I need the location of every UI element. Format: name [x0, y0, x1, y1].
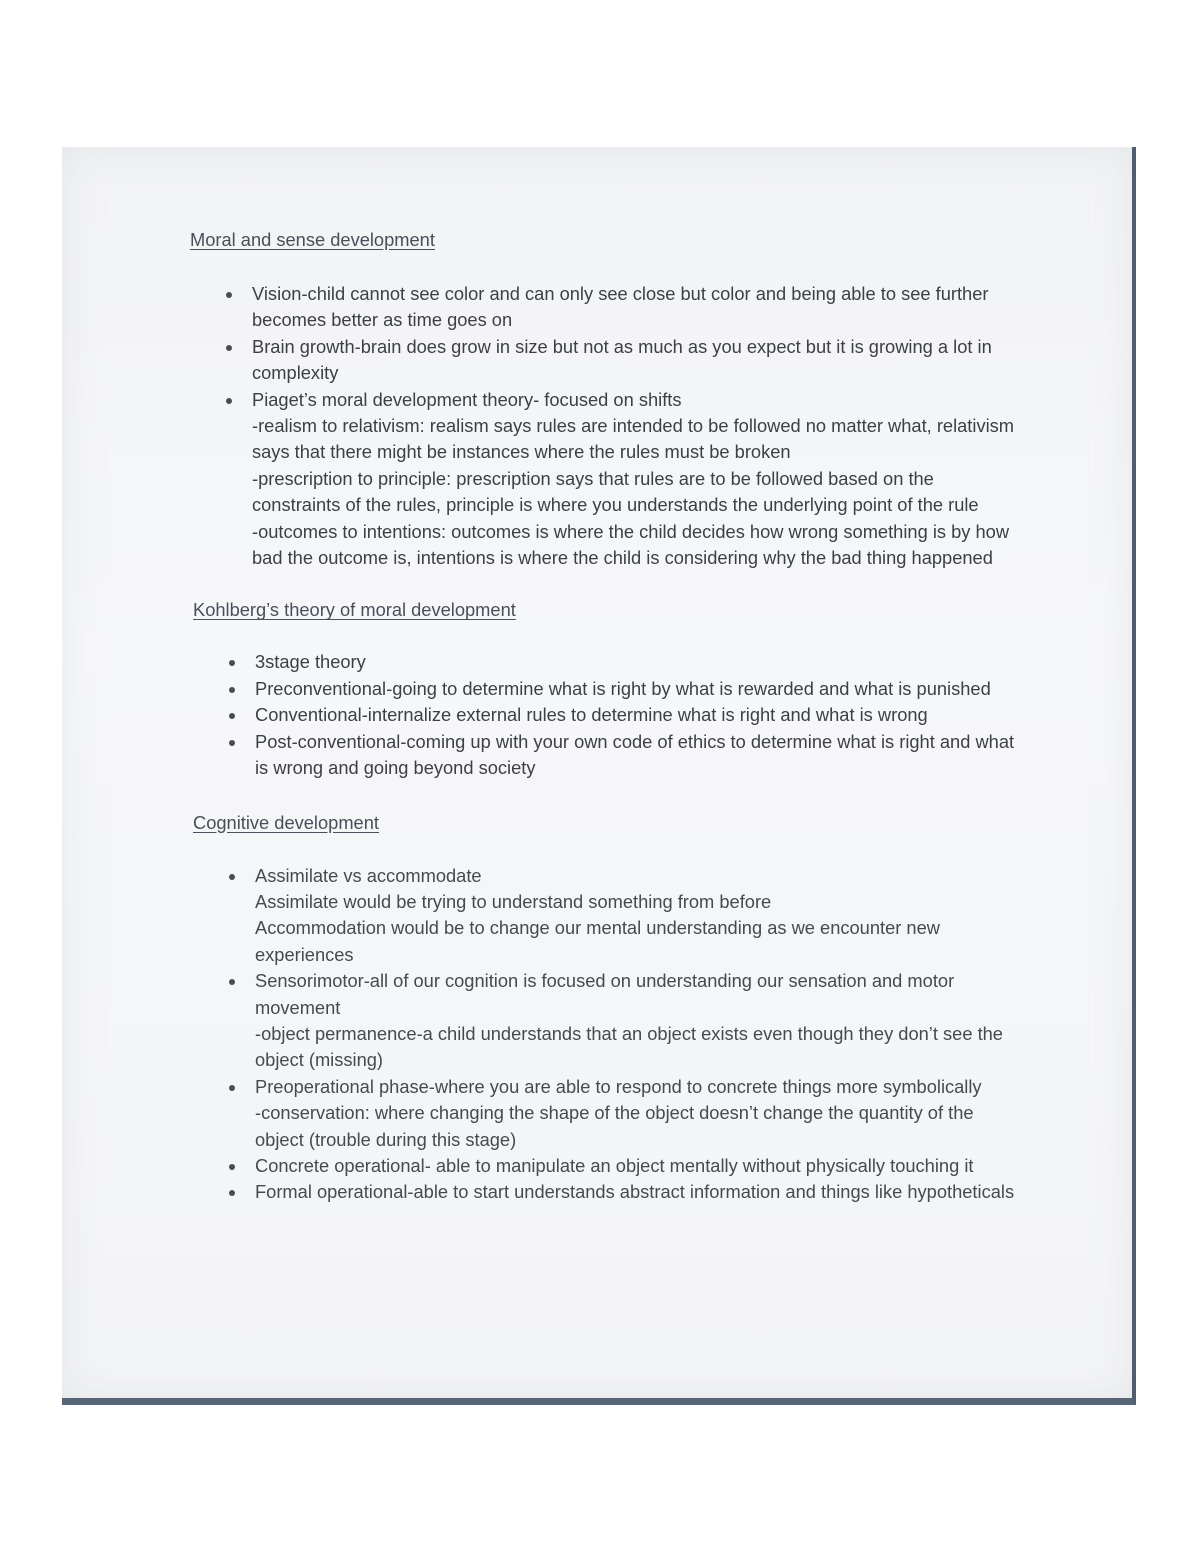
- bullet-icon: [229, 713, 235, 719]
- bullet-icon: [226, 292, 232, 298]
- bullet-icon: [229, 1085, 235, 1091]
- list-item-text: Assimilate vs accommodate: [255, 864, 482, 886]
- list-item-text: Piaget’s moral development theory- focused on shifts: [252, 388, 682, 410]
- moral-sense-list: [190, 281, 1020, 571]
- list-item: [193, 1153, 1020, 1179]
- list-item: [193, 1179, 1020, 1205]
- list-item-text: Conventional-internalize external rules to determine what is right and what is wrong: [255, 704, 928, 726]
- bullet-icon: [229, 1190, 235, 1196]
- bullet-icon: [226, 398, 232, 404]
- list-item: [193, 729, 1020, 782]
- list-item-text: Preoperational phase-where you are able to respond to concrete things more symbolically: [255, 1075, 982, 1097]
- section-heading-moral-sense: Moral and sense development: [190, 229, 435, 250]
- list-item-subtext: -realism to relativism: realism says rules are intended to be followed no matter what, relativism says that there might be instances where the rules must be broken: [252, 415, 1015, 463]
- list-item: [193, 863, 1020, 969]
- section-heading-cognitive: Cognitive development: [193, 811, 379, 833]
- bullet-icon: [229, 1164, 235, 1170]
- list-item: [193, 702, 1020, 728]
- kohlberg-list: [193, 649, 1020, 781]
- bullet-icon: [226, 345, 232, 351]
- document-body: [190, 227, 1020, 1206]
- list-item: [193, 649, 1020, 675]
- list-item-text: Post-conventional-coming up with your own code of ethics to determine what is right and what is wrong and going beyond society: [255, 730, 1015, 779]
- list-item-subtext: -prescription to principle: prescription says that rules are to be followed based on the constraints of the rules, principle is where you understands the underlying point of the rule: [252, 467, 979, 516]
- bullet-icon: [229, 660, 235, 666]
- list-item-subtext: Assimilate would be trying to understand something from before: [255, 890, 772, 912]
- list-item-text: Vision-child cannot see color and can only see close but color and being able to see further becomes better as time goes on: [252, 283, 989, 331]
- list-item-text: Sensorimotor-all of our cognition is focused on understanding our sensation and motor movement: [255, 970, 955, 1018]
- list-item-text: Formal operational-able to start understands abstract information and things like hypotheticals: [255, 1181, 1015, 1203]
- bullet-icon: [229, 740, 235, 746]
- list-item-text: Preconventional-going to determine what is right by what is rewarded and what is punished: [255, 677, 991, 699]
- list-item-subtext: Accommodation would be to change our mental understanding as we encounter new experiences: [255, 917, 940, 965]
- list-item-text: Brain growth-brain does grow in size but not as much as you expect but it is growing a lot in complexity: [252, 335, 992, 384]
- list-item-text: Concrete operational- able to manipulate an object mentally without physically touching it: [255, 1154, 974, 1176]
- bullet-icon: [229, 874, 235, 880]
- monitor-screen: [62, 147, 1136, 1405]
- list-item: [190, 334, 1020, 387]
- list-item: [193, 676, 1020, 702]
- list-item: [190, 281, 1020, 334]
- list-item-subtext: -object permanence-a child understands that an object exists even though they don’t see the object (missing): [255, 1022, 1003, 1071]
- list-item-text: 3stage theory: [255, 651, 366, 673]
- list-item-subtext: -conservation: where changing the shape of the object doesn’t change the quantity of the object (trouble during this stage): [255, 1102, 974, 1150]
- bullet-icon: [229, 687, 235, 693]
- section-heading-kohlberg: Kohlberg’s theory of moral development: [193, 599, 516, 621]
- bullet-icon: [229, 979, 235, 985]
- list-item: [193, 1074, 1020, 1153]
- list-item: [193, 968, 1020, 1074]
- cognitive-list: [193, 863, 1020, 1206]
- list-item: [190, 387, 1020, 572]
- list-item-subtext: -outcomes to intentions: outcomes is where the child decides how wrong something is by how bad the outcome is, intentions is where the child is considering why the bad thing happened: [252, 520, 1010, 569]
